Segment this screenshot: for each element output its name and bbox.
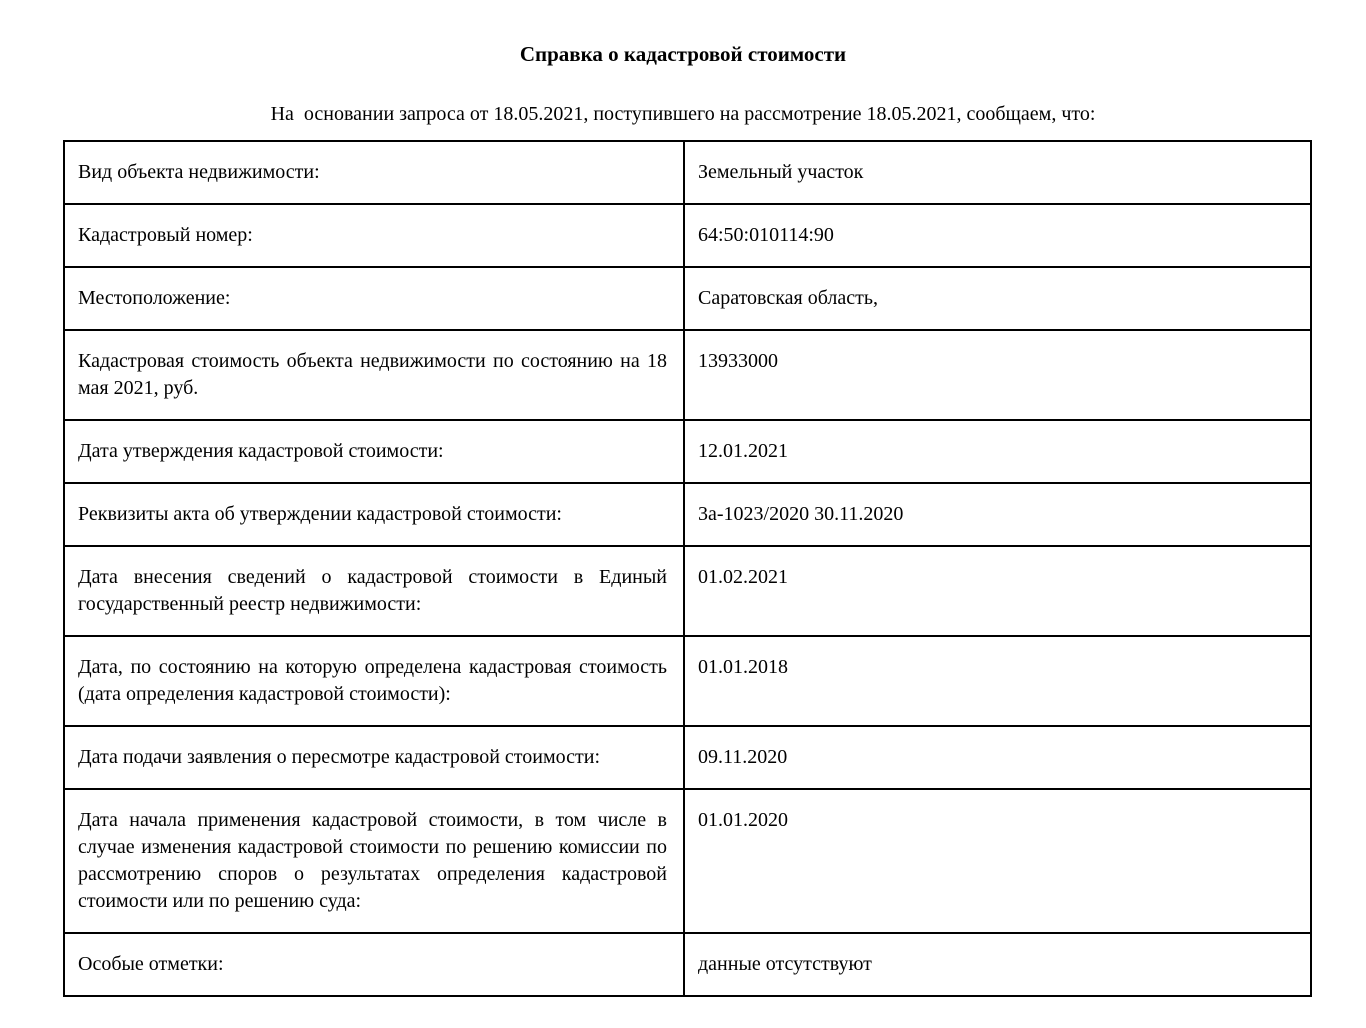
table-row [64,267,1311,330]
table-row [64,789,1311,933]
table-row [64,636,1311,726]
row-label: Реквизиты акта об утверждении кадастровой стоимости: [64,483,684,546]
table-row [64,420,1311,483]
table-row [64,483,1311,546]
table-row [64,330,1311,420]
row-label: Кадастровый номер: [64,204,684,267]
row-value: Земельный участок [684,141,1311,204]
row-value: 13933000 [684,330,1311,420]
row-value: 01.02.2021 [684,546,1311,636]
document-title: Справка о кадастровой стоимости [519,42,847,66]
row-label: Местоположение: [64,267,684,330]
table-row [64,933,1311,996]
row-value: 3а-1023/2020 30.11.2020 [684,483,1311,546]
cadastral-table [63,140,1312,997]
row-label: Дата начала применения кадастровой стоимости, в том числе в случае изменения кадастровой стоимости по решению комиссии по рассмотрению споров о результатах определения кадастровой стоимости или по решению суда: [64,789,684,933]
table-row [64,726,1311,789]
row-label: Дата внесения сведений о кадастровой стоимости в Единый государственный реестр недвижимости: [64,546,684,636]
row-label: Дата утверждения кадастровой стоимости: [64,420,684,483]
table-row [64,546,1311,636]
row-value: 01.01.2020 [684,789,1311,933]
row-value: данные отсутствуют [684,933,1311,996]
document-intro: На основании запроса от 18.05.2021, поступившего на рассмотрение 18.05.2021, сообщаем, что: [270,103,1096,125]
row-value: 01.01.2018 [684,636,1311,726]
table-body [64,141,1311,996]
row-label: Дата, по состоянию на которую определена кадастровая стоимость (дата определения кадастровой стоимости): [64,636,684,726]
row-value: 64:50:010114:90 [684,204,1311,267]
row-label: Дата подачи заявления о пересмотре кадастровой стоимости: [64,726,684,789]
row-label: Вид объекта недвижимости: [64,141,684,204]
row-value: 12.01.2021 [684,420,1311,483]
row-value: 09.11.2020 [684,726,1311,789]
row-label: Кадастровая стоимость объекта недвижимости по состоянию на 18 мая 2021, руб. [64,330,684,420]
row-label: Особые отметки: [64,933,684,996]
row-value: Саратовская область, [684,267,1311,330]
table-row [64,141,1311,204]
table-row [64,204,1311,267]
